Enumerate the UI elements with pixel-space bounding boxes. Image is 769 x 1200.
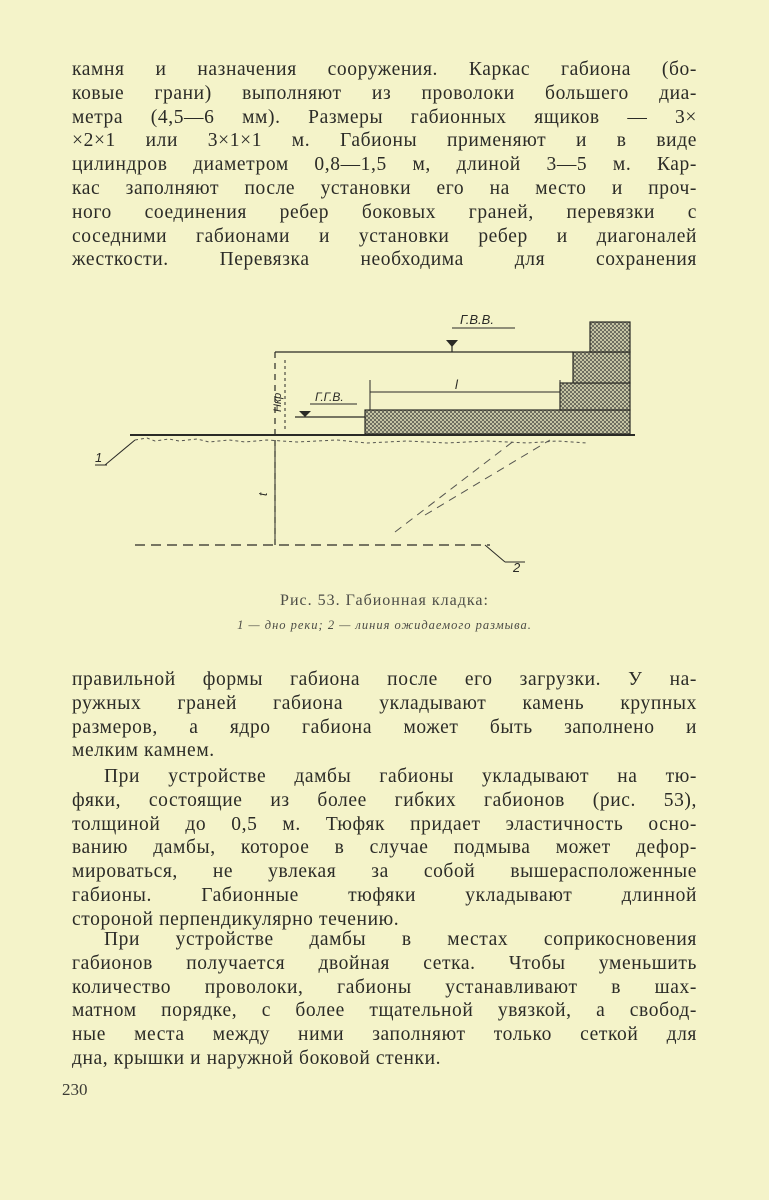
text-line: толщиной до 0,5 м. Тюфяк придает эластичность осно- bbox=[72, 813, 697, 835]
figure-caption: Рис. 53. Габионная кладка: bbox=[280, 592, 489, 609]
page-number: 230 bbox=[62, 1080, 88, 1099]
l-dimension bbox=[370, 377, 560, 410]
scour-line bbox=[135, 440, 550, 575]
text-line: дна, крышки и наружной боковой стенки. bbox=[72, 1047, 442, 1069]
figure-legend: 1 — дно реки; 2 — линия ожидаемого размыва. bbox=[237, 618, 532, 632]
mark-2-label: 2 bbox=[513, 560, 521, 575]
text-line: кас заполняют после установки его на место и проч- bbox=[72, 177, 697, 199]
t-dimension bbox=[256, 440, 275, 545]
text-line: метра (4,5—6 мм). Размеры габионных ящиков — 3× bbox=[72, 106, 697, 128]
gabion-diagram bbox=[95, 300, 695, 590]
text-line: ного соединения ребер боковых граней, перевязки с bbox=[72, 201, 697, 223]
text-line: камня и назначения сооружения. Каркас габиона (бо- bbox=[72, 59, 697, 80]
text-line: При устройстве дамбы габионы укладывают на тю- bbox=[104, 766, 697, 787]
text-line: ванию дамбы, которое в случае подмыва может дефор- bbox=[72, 837, 697, 859]
river-bottom-mark bbox=[95, 440, 135, 465]
text-line: мелким камнем. bbox=[72, 740, 215, 762]
hkr-dimension bbox=[272, 360, 285, 430]
text-line: При устройстве дамбы в местах соприкосновения bbox=[104, 929, 697, 950]
text-line: количество проволоки, габионы устанавливают в шах- bbox=[72, 976, 697, 998]
mark-1-label: 1 bbox=[95, 450, 103, 465]
text-line: фяки, состоящие из более гибких габионов (рис. 53), bbox=[72, 789, 697, 811]
paragraph bbox=[72, 765, 697, 932]
text-line: мироваться, не увлекая за собой вышерасположенные bbox=[72, 861, 697, 883]
text-line: правильной формы габиона после его загрузки. У на- bbox=[72, 669, 697, 690]
text-line: соседними габионами и установки ребер и диагоналей bbox=[72, 225, 697, 247]
t-label: t bbox=[256, 492, 270, 496]
gabion-figure bbox=[95, 300, 695, 590]
gabion-mattress bbox=[365, 410, 630, 434]
text-line: ×2×1 или 3×1×1 м. Габионы применяют и в виде bbox=[72, 130, 697, 152]
text-line: ные места между ними заполняют только сеткой для bbox=[72, 1024, 697, 1046]
text-line: габионы. Габионные тюфяки укладывают длинной bbox=[72, 884, 697, 906]
paragraph bbox=[72, 928, 697, 1071]
l-label: l bbox=[455, 377, 458, 392]
text-line: жесткости. Перевязка необходима для сохранения bbox=[72, 249, 697, 271]
gabion-stack bbox=[560, 322, 630, 410]
text-line: ружных граней габиона укладывают камень крупных bbox=[72, 692, 697, 714]
text-line: ковые грани) выполняют из проволоки большего диа- bbox=[72, 82, 697, 104]
paragraph bbox=[72, 668, 697, 763]
ggv-label: Г.Г.В. bbox=[315, 390, 344, 404]
text-line: матном порядке, с более тщательной увязкой, а свобод- bbox=[72, 1000, 697, 1022]
text-line: стороной перпендикулярно течению. bbox=[72, 908, 400, 930]
gvv-label: Г.В.В. bbox=[460, 312, 494, 327]
text-line: габионов получается двойная сетка. Чтобы уменьшить bbox=[72, 952, 697, 974]
river-bed-line bbox=[130, 435, 635, 443]
ggv-water-level bbox=[295, 390, 365, 417]
text-line: цилиндров диаметром 0,8—1,5 м, длиной 3—5 м. Кар- bbox=[72, 154, 697, 176]
text-block-top bbox=[72, 58, 697, 272]
hkr-label: Hкр bbox=[272, 392, 284, 412]
text-line: размеров, а ядро габиона может быть заполнено и bbox=[72, 716, 697, 738]
